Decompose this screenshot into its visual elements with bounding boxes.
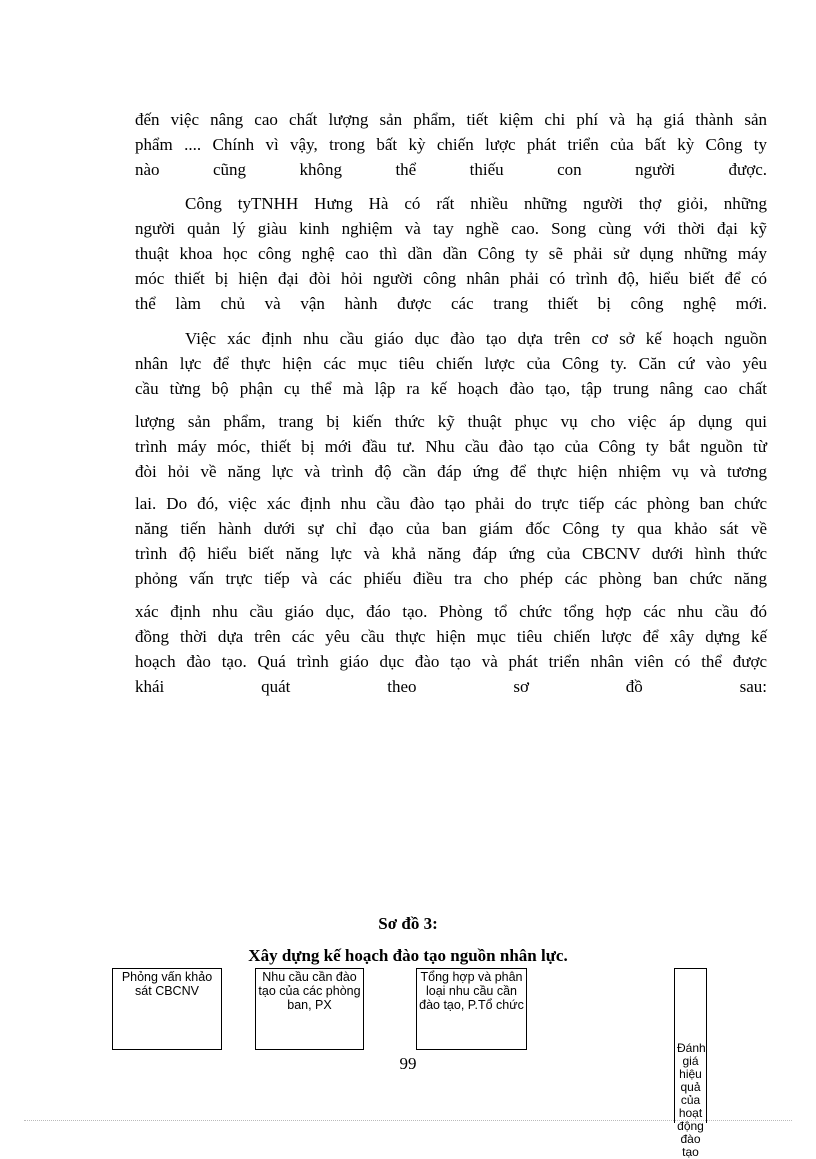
text-line: lai. Do đó, việc xác định nhu cầu đào tạo phải do trực tiếp các phòng ban chức [135,494,767,513]
text-line: đến việc nâng cao chất lượng sản phẩm, tiết kiệm chi phí và hạ giá thành sản [135,110,767,129]
text-line: phẩm .... Chính vì vậy, trong bất kỳ chiến lược phát triển của bất kỳ Công ty [135,135,767,154]
paragraph-1 [135,107,767,182]
text-line: Việc xác định nhu cầu giáo dục đào tạo dựa trên cơ sở kế hoạch nguồn [185,329,767,348]
text-line: thể làm chủ và vận hành được các trang thiết bị công nghệ mới. [135,294,767,313]
paragraph-2 [135,191,767,316]
text-line: hoạch đào tạo. Quá trình giáo dục đào tạo và phát triển nhân viên có thể được [135,652,767,671]
text-line: khái quát theo sơ đồ sau: [135,677,767,696]
diagram-box-survey: Phỏng vấn khảo sát CBCNV [112,968,222,1050]
text-line: đồng thời dựa trên các yêu cầu thực hiện mục tiêu chiến lược để xây dựng kế [135,627,767,646]
text-line: cầu từng bộ phận cụ thể mà lập ra kế hoạch đào tạo, tập trung nâng cao chất [135,379,767,398]
diagram-box-summary: Tổng hợp và phân loại nhu cầu cần đào tạo, P.Tổ chức [416,968,527,1050]
paragraph-3 [135,326,767,699]
diagram-title: Xây dựng kế hoạch đào tạo nguồn nhân lực. [248,946,568,965]
text-line: Công tyTNHH Hưng Hà có rất nhiều những người thợ giỏi, những [185,194,767,213]
text-line: trình máy móc, thiết bị mới đầu tư. Nhu cầu đào tạo của Công ty bắt nguồn từ [135,437,767,456]
text-line: năng tiến hành dưới sự chỉ đạo của ban giám đốc Công ty qua khảo sát về [135,519,767,538]
text-line: thuật khoa học công nghệ cao thì dần dần Công ty sẽ phải sử dụng những máy [135,244,767,263]
text-line: xác định nhu cầu giáo dục, đáo tạo. Phòng tổ chức tổng hợp các nhu cầu đó [135,602,767,621]
text-line: đòi hỏi về năng lực và trình độ cần đáp ứng để thực hiện nhiệm vụ và tương [135,462,767,481]
text-line: nhân lực để thực hiện các mục tiêu chiến lược của Công ty. Căn cứ vào yêu [135,354,767,373]
text-line: nào cũng không thể thiếu con người được. [135,160,767,179]
text-line: người quản lý giàu kinh nghiệm và tay nghề cao. Song cùng với thời đại kỹ [135,219,767,238]
page-number: 99 [399,1054,417,1073]
diagram-label: Sơ đồ 3: [378,914,438,933]
diagram-box-department-needs: Nhu cầu cần đào tạo của các phòng ban, PX [255,968,364,1050]
page-bottom-border [24,1120,792,1121]
text-line: móc thiết bị hiện đại đòi hỏi người công nhân phải có trình độ, hiểu biết để có [135,269,767,288]
diagram-box-evaluation: Đánh giá hiệu quả của hoạt động đào tạo [674,968,707,1123]
text-line: lượng sản phẩm, trang bị kiến thức kỹ thuật phục vụ cho việc áp dụng qui [135,412,767,431]
text-line: trình độ hiểu biết năng lực và khả năng đáp ứng của CBCNV dưới hình thức [135,544,767,563]
text-line: phỏng vấn trực tiếp và các phiếu điều tra cho phép các phòng ban chức năng [135,569,767,588]
